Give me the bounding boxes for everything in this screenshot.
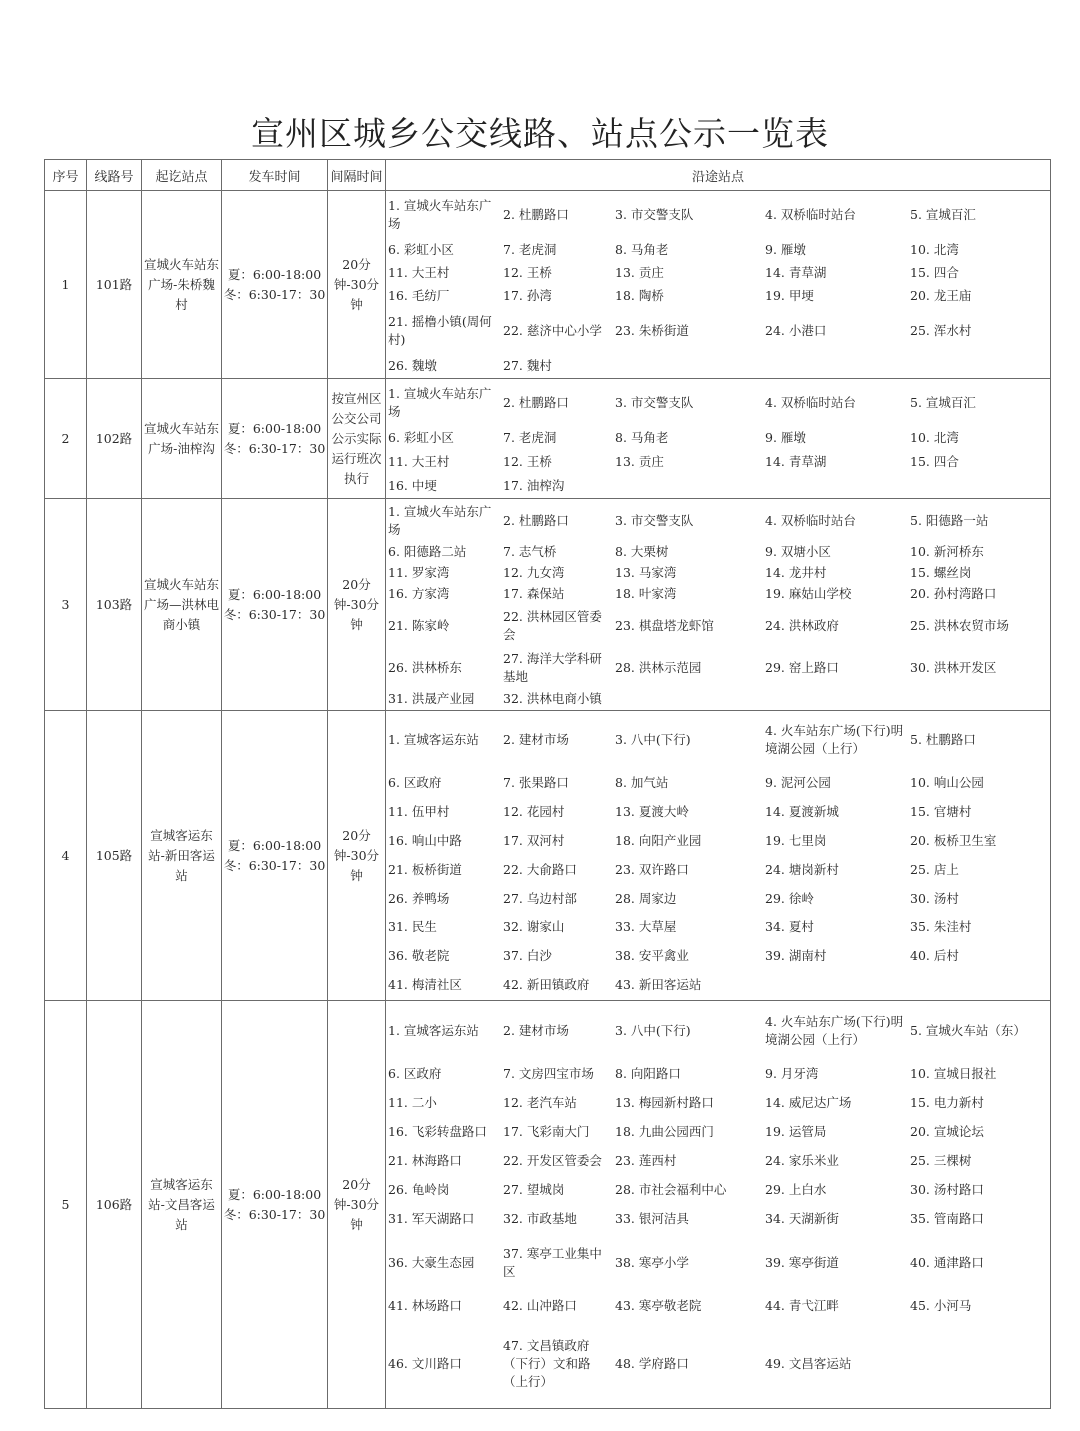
header-stops: 沿途站点 [386,160,1051,191]
stop-item: 12. 花园村 [503,804,565,820]
stop-item [908,354,1050,377]
stop-item: 2. 建材市场 [503,1022,569,1038]
stop-item: 36. 敬老院 [388,948,450,964]
stop-item: 27. 海洋大学科研基地 [503,650,602,684]
stop-item: 41. 林场路口 [388,1298,462,1313]
stop-item: 11. 大王村 [388,264,450,280]
stop-item: 22. 开发区管委会 [503,1153,602,1168]
route-number: 102路 [87,379,142,499]
stop-item: 13. 梅园新村路口 [615,1095,714,1110]
stops-row [386,769,1050,798]
stop-item: 8. 向阳路口 [615,1066,681,1081]
stop-item [613,474,763,498]
stop-item: 1. 宣城火车站东广场 [388,197,492,231]
stop-item: 33. 银河洁具 [615,1211,689,1226]
stops-row [386,712,1050,770]
stops-row [386,584,1050,605]
stop-item: 26. 洪林桥东 [388,659,462,675]
stop-item: 5. 阳德路一站 [910,512,989,528]
stops-row [386,1147,1050,1176]
stop-item: 31. 军天湖路口 [388,1211,475,1226]
stop-item: 9. 泥河公园 [765,775,831,791]
stop-item: 4. 双桥临时站台 [765,512,856,528]
stop-item: 19. 麻姑山学校 [765,586,852,601]
stop-item: 24. 塘岗新村 [765,861,839,877]
route-terminals: 宣城客运东站-新田客运站 [142,711,222,1001]
stop-item: 3. 八中(下行) [615,732,691,748]
stop-item: 12. 老汽车站 [503,1095,577,1110]
stops-row [386,1118,1050,1147]
stop-item: 22. 大俞路口 [503,861,577,877]
bus-route-table [44,159,1051,1409]
stop-item: 38. 安平禽业 [615,948,689,964]
stop-item: 18. 向阳产业园 [615,833,702,849]
stop-item [908,689,1050,710]
stops-grid [386,1002,1050,1408]
stop-item: 21. 板桥街道 [388,861,462,877]
stop-item: 40. 后村 [910,948,959,964]
stop-item: 25. 洪林农贸市场 [910,617,1009,633]
departure-time [222,379,328,499]
stop-item: 14. 夏渡新城 [765,804,839,820]
table-header-row [45,160,1051,191]
stops-row [386,827,1050,856]
stop-item: 2. 杜鹏路口 [503,512,569,528]
stop-item: 16. 飞彩转盘路口 [388,1124,487,1139]
table-row [45,499,1051,711]
summer-time: 夏：6:00-18:00 [227,586,322,602]
stop-item: 3. 市交警支队 [615,512,694,528]
winter-time: 冬：6:30-17：30 [223,606,326,622]
stop-item: 31. 民生 [388,919,437,935]
stop-item: 30. 汤村路口 [910,1182,984,1197]
stop-item: 18. 陶桥 [615,288,664,304]
stop-item: 16. 响山中路 [388,833,462,849]
stops-cell [386,711,1051,1001]
stops-row [386,308,1050,355]
stop-item: 43. 寒亭敬老院 [615,1298,702,1313]
stops-row [386,563,1050,584]
route-number: 106路 [87,1001,142,1409]
stops-row [386,798,1050,827]
stop-item: 19. 运管局 [765,1124,827,1139]
page-title: 宣州区城乡公交线路、站点公示一览表 [251,114,829,153]
stop-item: 22. 慈济中心小学 [503,323,602,338]
route-terminals: 宣城火车站东广场—洪林电商小镇 [142,499,222,711]
stop-item: 11. 伍甲村 [388,804,450,820]
stops-row [386,689,1050,710]
interval: 20分钟-30分钟 [328,499,386,711]
stop-item: 10. 响山公园 [910,775,984,791]
stop-item: 26. 魏墩 [388,357,437,373]
stop-item: 33. 大草屋 [615,919,677,935]
stop-item: 11. 大王村 [388,454,450,470]
stop-item: 41. 梅清社区 [388,977,462,993]
stop-item: 4. 双桥临时站台 [765,395,856,411]
stops-row [386,884,1050,913]
stop-item: 1. 宣城火车站东广场 [388,503,492,537]
stops-grid [386,500,1050,710]
stop-item: 32. 市政基地 [503,1211,577,1226]
stop-item: 8. 加气站 [615,775,669,791]
stop-item: 17. 双河村 [503,833,565,849]
departure-time [222,711,328,1001]
stop-item: 39. 湖南村 [765,948,827,964]
stop-item: 19. 甲埂 [765,288,814,304]
stop-item [763,689,908,710]
stop-item: 20. 龙王庙 [910,288,972,304]
stop-item: 12. 九女湾 [503,565,565,580]
route-seq: 1 [45,191,87,379]
stop-item: 20. 孙村湾路口 [910,586,997,601]
stop-item: 1. 宣城客运东站 [388,1022,479,1038]
route-seq: 4 [45,711,87,1001]
stop-item: 23. 莲西村 [615,1153,677,1168]
stop-item: 8. 马角老 [615,241,669,257]
stop-item: 49. 文昌客运站 [765,1356,852,1371]
stops-row [386,542,1050,563]
route-terminals: 宣城火车站东广场-朱桥魏村 [142,191,222,379]
stop-item: 19. 七里岗 [765,833,827,849]
departure-time [222,499,328,711]
stop-item: 25. 浑水村 [910,323,972,338]
stop-item: 29. 徐岭 [765,890,814,906]
stop-item: 47. 文昌镇政府（下行）文和路（上行） [503,1338,591,1389]
table-row [45,1001,1051,1409]
winter-time: 冬：6:30-17：30 [223,857,326,873]
stop-item: 23. 朱桥街道 [615,323,689,338]
stops-row [386,1176,1050,1205]
stop-item [908,1321,1050,1408]
stop-item: 10. 新河桥东 [910,544,984,559]
stops-row [386,1205,1050,1234]
stop-item: 27. 望城岗 [503,1182,565,1197]
stop-item: 24. 洪林政府 [765,617,839,633]
stop-item: 34. 天湖新街 [765,1211,839,1226]
stop-item: 17. 森保站 [503,586,565,601]
stops-row [386,647,1050,689]
header-seq: 序号 [45,160,87,191]
stop-item: 18. 九曲公园西门 [615,1124,714,1139]
interval: 按宣州区公交公司公示实际运行班次执行 [328,379,386,499]
route-terminals: 宣城火车站东广场-油榨沟 [142,379,222,499]
stop-item [613,689,763,710]
stop-item: 7. 老虎洞 [503,241,557,257]
stop-item: 21. 摇橹小镇(周何村) [388,314,492,347]
stop-item: 12. 王桥 [503,454,552,470]
stop-item: 10. 宣城日报社 [910,1066,997,1081]
stop-item: 45. 小河马 [910,1298,972,1313]
stop-item: 13. 贡庄 [615,264,664,280]
stop-item: 7. 志气桥 [503,544,557,559]
route-seq: 2 [45,379,87,499]
stops-row [386,1292,1050,1321]
stop-item [908,474,1050,498]
stop-item: 26. 养鸭场 [388,890,450,906]
stop-item: 4. 双桥临时站台 [765,206,856,222]
stop-item: 29. 窑上路口 [765,659,839,675]
stop-item: 35. 朱洼村 [910,919,972,935]
summer-time: 夏：6:00-18:00 [227,1186,322,1202]
stops-grid [386,712,1050,1000]
stop-item: 29. 上白水 [765,1182,827,1197]
summer-time: 夏：6:00-18:00 [227,837,322,853]
header-interval: 间隔时间 [328,160,386,191]
stop-item: 25. 三棵树 [910,1153,972,1168]
stops-row [386,1321,1050,1408]
stop-item: 21. 林海路口 [388,1153,462,1168]
stop-item: 6. 彩虹小区 [388,430,454,446]
stop-item: 21. 陈家岭 [388,617,450,633]
stop-item: 4. 火车站东广场(下行)明境湖公园（上行） [765,1013,904,1047]
stop-item: 35. 管南路口 [910,1211,984,1226]
departure-time [222,191,328,379]
stop-item: 24. 家乐米业 [765,1153,839,1168]
stops-row [386,1089,1050,1118]
stop-item: 3. 市交警支队 [615,395,694,411]
stop-item: 18. 叶家湾 [615,586,677,601]
stops-grid [386,380,1050,498]
stop-item [908,971,1050,1000]
stops-row [386,1060,1050,1089]
stop-item: 5. 宣城百汇 [910,395,976,411]
stop-item: 31. 洪晟产业园 [388,691,475,706]
stops-row [386,192,1050,239]
stops-grid [386,192,1050,378]
route-number: 103路 [87,499,142,711]
stop-item: 9. 雁墩 [765,241,806,257]
stop-item: 9. 双塘小区 [765,544,831,559]
stop-item: 7. 老虎洞 [503,430,557,446]
stop-item: 36. 大豪生态园 [388,1254,475,1270]
stop-item: 15. 螺丝岗 [910,565,972,580]
header-terminals: 起讫站点 [142,160,222,191]
stops-row [386,942,1050,971]
stop-item: 13. 贡庄 [615,454,664,470]
winter-time: 冬：6:30-17：30 [223,1206,326,1222]
table-row [45,711,1051,1001]
summer-time: 夏：6:00-18:00 [227,266,322,282]
stop-item: 9. 月牙湾 [765,1066,819,1081]
stop-item: 20. 板桥卫生室 [910,833,997,849]
stops-row [386,605,1050,647]
route-seq: 5 [45,1001,87,1409]
stop-item: 28. 洪林示范园 [615,659,702,675]
stop-item: 39. 寒亭街道 [765,1254,839,1270]
header-route: 线路号 [87,160,142,191]
stop-item: 13. 马家湾 [615,565,677,580]
stop-item: 11. 罗家湾 [388,565,450,580]
stops-row [386,474,1050,498]
stop-item: 2. 建材市场 [503,732,569,748]
stop-item: 6. 阳德路二站 [388,544,467,559]
stops-row [386,380,1050,427]
interval: 20分钟-30分钟 [328,711,386,1001]
header-departure-time: 发车时间 [222,160,328,191]
stop-item: 25. 店上 [910,861,959,877]
stop-item: 27. 魏村 [503,357,552,373]
stop-item: 6. 区政府 [388,1066,442,1081]
stops-row [386,971,1050,1000]
stop-item: 17. 飞彩南大门 [503,1124,590,1139]
stop-item: 42. 山冲路口 [503,1298,577,1313]
stop-item: 24. 小港口 [765,323,827,338]
stop-item: 38. 寒亭小学 [615,1254,689,1270]
stop-item: 37. 寒亭工业集中区 [503,1245,602,1279]
stop-item: 30. 汤村 [910,890,959,906]
stop-item: 32. 洪林电商小镇 [503,691,602,706]
departure-time [222,1001,328,1409]
stop-item: 48. 学府路口 [615,1356,689,1371]
stop-item: 5. 宣城百汇 [910,206,976,222]
stop-item: 3. 市交警支队 [615,206,694,222]
stop-item: 14. 龙井村 [765,565,827,580]
stop-item: 46. 文川路口 [388,1356,462,1371]
route-number: 101路 [87,191,142,379]
winter-time: 冬：6:30-17：30 [223,286,326,302]
stop-item: 13. 夏渡大岭 [615,804,689,820]
stop-item [613,354,763,377]
stops-cell [386,379,1051,499]
stop-item: 15. 四合 [910,454,959,470]
stop-item: 28. 市社会福利中心 [615,1182,727,1197]
stop-item: 42. 新田镇政府 [503,977,590,993]
stops-cell [386,1001,1051,1409]
stop-item: 23. 双许路口 [615,861,689,877]
stop-item: 14. 威尼达广场 [765,1095,852,1110]
stop-item: 22. 洪林园区管委会 [503,608,602,642]
stops-row [386,855,1050,884]
table-row [45,379,1051,499]
stop-item: 8. 马角老 [615,430,669,446]
stop-item: 8. 大栗树 [615,544,669,559]
stops-cell [386,499,1051,711]
stop-item: 5. 宣城火车站（东） [910,1022,1026,1038]
stop-item: 6. 区政府 [388,775,442,791]
route-table-body [45,191,1051,1409]
interval: 20分钟-30分钟 [328,1001,386,1409]
stop-item: 40. 通津路口 [910,1254,984,1270]
table-row [45,191,1051,379]
stop-item: 1. 宣城客运东站 [388,732,479,748]
stop-item: 2. 杜鹏路口 [503,395,569,411]
stop-item: 16. 毛纺厂 [388,288,450,304]
stop-item: 37. 白沙 [503,948,552,964]
stop-item: 7. 张果路口 [503,775,569,791]
stop-item: 27. 乌边村部 [503,890,577,906]
stop-item: 32. 谢家山 [503,919,565,935]
stops-row [386,450,1050,474]
stop-item: 5. 杜鹏路口 [910,732,976,748]
stop-item: 6. 彩虹小区 [388,241,454,257]
stop-item: 1. 宣城火车站东广场 [388,386,492,420]
stop-item: 9. 雁墩 [765,430,806,446]
stops-row [386,238,1050,261]
stop-item: 34. 夏村 [765,919,814,935]
stop-item [763,354,908,377]
stop-item: 16. 中埂 [388,477,437,493]
stop-item: 7. 文房四宝市场 [503,1066,594,1081]
stop-item: 12. 王桥 [503,264,552,280]
stop-item: 15. 四合 [910,264,959,280]
stops-row [386,261,1050,284]
summer-time: 夏：6:00-18:00 [227,420,322,436]
stops-cell [386,191,1051,379]
interval: 20分钟-30分钟 [328,191,386,379]
stop-item: 16. 方家湾 [388,586,450,601]
stop-item: 14. 青草湖 [765,454,827,470]
stop-item: 20. 宣城论坛 [910,1124,984,1139]
stops-row [386,1234,1050,1292]
stops-row [386,427,1050,451]
stop-item: 14. 青草湖 [765,264,827,280]
stops-row [386,500,1050,542]
stop-item: 23. 棋盘塔龙虾馆 [615,617,714,633]
stop-item: 26. 龟岭岗 [388,1182,450,1197]
stop-item: 2. 杜鹏路口 [503,206,569,222]
route-number: 105路 [87,711,142,1001]
stop-item: 11. 二小 [388,1095,437,1110]
stop-item: 30. 洪林开发区 [910,659,997,675]
stop-item: 10. 北湾 [910,241,959,257]
stop-item [763,474,908,498]
route-terminals: 宣城客运东站-文昌客运站 [142,1001,222,1409]
stop-item: 17. 孙湾 [503,288,552,304]
stop-item: 3. 八中(下行) [615,1022,691,1038]
stop-item [763,971,908,1000]
winter-time: 冬：6:30-17：30 [223,440,326,456]
stop-item: 43. 新田客运站 [615,977,702,993]
stop-item: 15. 官塘村 [910,804,972,820]
stops-row [386,913,1050,942]
stop-item: 4. 火车站东广场(下行)明境湖公园（上行） [765,723,904,757]
stops-row [386,1002,1050,1060]
stops-row [386,354,1050,377]
stop-item: 44. 青弋江畔 [765,1298,839,1313]
stops-row [386,285,1050,308]
stop-item: 15. 电力新村 [910,1095,984,1110]
stop-item: 17. 油榨沟 [503,477,565,493]
route-seq: 3 [45,499,87,711]
stop-item: 28. 周家边 [615,890,677,906]
stop-item: 10. 北湾 [910,430,959,446]
